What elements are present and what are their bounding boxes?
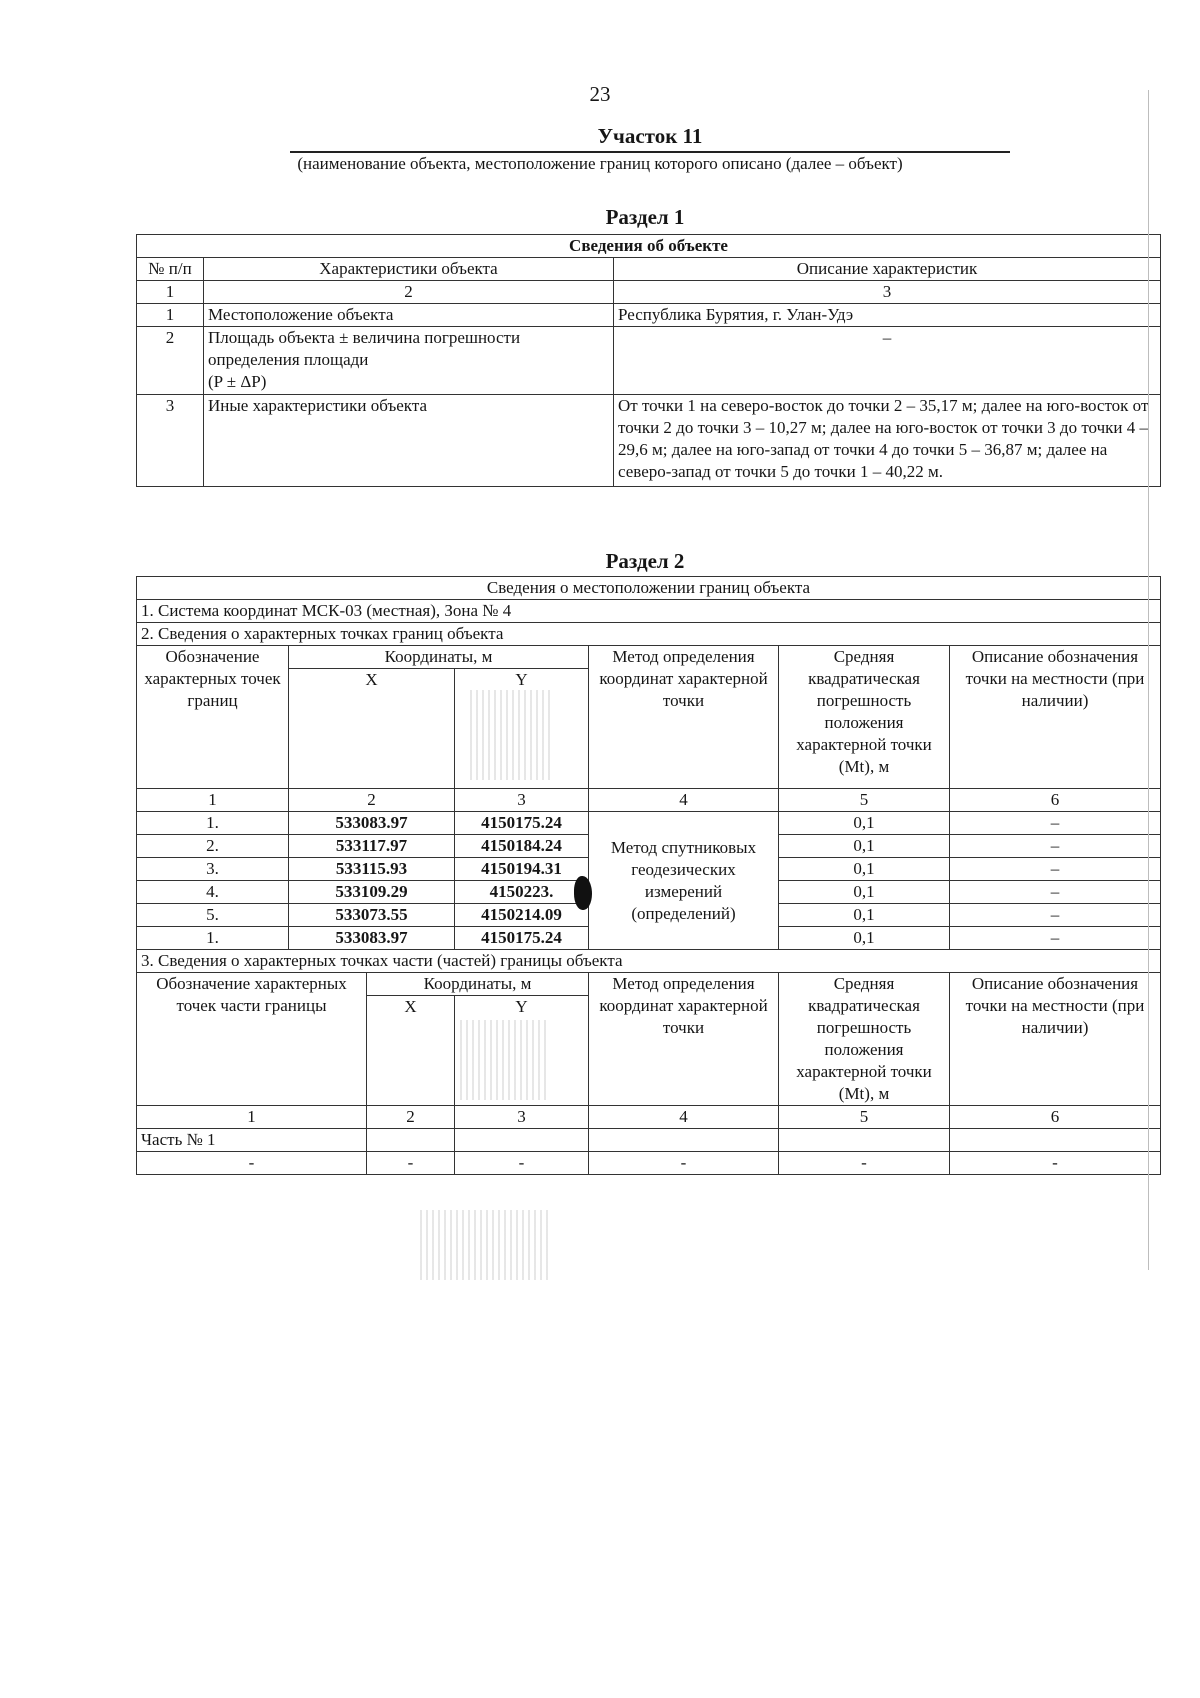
part-label: Часть № 1 bbox=[137, 1129, 367, 1152]
point-mt: 0,1 bbox=[779, 881, 950, 904]
table-row bbox=[137, 304, 1161, 327]
section2-caption: Сведения о местоположении границ объекта bbox=[137, 577, 1161, 600]
part-cell: - bbox=[589, 1152, 779, 1175]
point-desc: – bbox=[950, 835, 1161, 858]
col-number: 5 bbox=[779, 789, 950, 812]
parts-header-designation: Обозначение характерных точек части границы bbox=[137, 973, 367, 1106]
empty-cell bbox=[589, 1129, 779, 1152]
row-characteristic: Иные характеристики объекта bbox=[204, 395, 614, 487]
col-number: 2 bbox=[289, 789, 455, 812]
part-cell: - bbox=[779, 1152, 950, 1175]
parts-header-error: Средняя квадратическая погрешность положения характерной точки (Mt), м bbox=[779, 973, 950, 1106]
point-id: 5. bbox=[137, 904, 289, 927]
row-num: 2 bbox=[137, 327, 204, 395]
col-number: 4 bbox=[589, 789, 779, 812]
header-error: Средняя квадратическая погрешность положения характерной точки (Mt), м bbox=[779, 646, 950, 789]
header-x: X bbox=[289, 669, 455, 789]
empty-cell bbox=[455, 1129, 589, 1152]
section1-caption: Сведения об объекте bbox=[137, 235, 1161, 258]
boundary-points-table bbox=[136, 576, 1161, 1175]
point-mt: 0,1 bbox=[779, 812, 950, 835]
coordinate-system: 1. Система координат МСК-03 (местная), Зона № 4 bbox=[137, 600, 1161, 623]
point-y: 4150194.31 bbox=[455, 858, 589, 881]
row-num: 3 bbox=[137, 395, 204, 487]
empty-cell bbox=[779, 1129, 950, 1152]
point-id: 1. bbox=[137, 927, 289, 950]
header-characteristic: Характеристики объекта bbox=[204, 258, 614, 281]
part-cell: - bbox=[367, 1152, 455, 1175]
table-row bbox=[137, 1152, 1161, 1175]
point-desc: – bbox=[950, 881, 1161, 904]
table-row bbox=[137, 395, 1161, 487]
object-title: Участок 11 bbox=[597, 124, 703, 148]
points-caption: 2. Сведения о характерных точках границ объекта bbox=[137, 623, 1161, 646]
parts-header-method: Метод определения координат характерной точки bbox=[589, 973, 779, 1106]
point-mt: 0,1 bbox=[779, 858, 950, 881]
scan-noise bbox=[420, 1210, 550, 1280]
header-description: Описание характеристик bbox=[614, 258, 1161, 281]
point-x: 533073.55 bbox=[289, 904, 455, 927]
parts-header-coordinates: Координаты, м bbox=[367, 973, 589, 996]
point-y: 4150175.24 bbox=[455, 927, 589, 950]
row-value: Республика Бурятия, г. Улан-Удэ bbox=[614, 304, 1161, 327]
point-id: 2. bbox=[137, 835, 289, 858]
parts-header-y: Y bbox=[455, 996, 589, 1106]
header-method: Метод определения координат характерной точки bbox=[589, 646, 779, 789]
point-x: 533083.97 bbox=[289, 812, 455, 835]
point-desc: – bbox=[950, 858, 1161, 881]
section2-heading: Раздел 2 bbox=[605, 549, 685, 573]
point-x: 533117.97 bbox=[289, 835, 455, 858]
method-value: Метод спутниковых геодезических измерений (определений) bbox=[589, 812, 779, 950]
col-number: 3 bbox=[614, 281, 1161, 304]
col-number: 1 bbox=[137, 281, 204, 304]
part-cell: - bbox=[137, 1152, 367, 1175]
section1-heading: Раздел 1 bbox=[605, 205, 685, 229]
parts-header-x: X bbox=[367, 996, 455, 1106]
part-cell: - bbox=[455, 1152, 589, 1175]
col-number: 3 bbox=[455, 789, 589, 812]
point-x: 533109.29 bbox=[289, 881, 455, 904]
point-desc: – bbox=[950, 927, 1161, 950]
scan-edge-line bbox=[1148, 90, 1149, 1270]
table-row bbox=[137, 327, 1161, 395]
point-y: 4150223. bbox=[455, 881, 589, 904]
point-id: 3. bbox=[137, 858, 289, 881]
object-info-table bbox=[136, 234, 1161, 487]
table-row bbox=[137, 812, 1161, 835]
point-id: 1. bbox=[137, 812, 289, 835]
row-value: – bbox=[614, 327, 1161, 395]
point-x: 533083.97 bbox=[289, 927, 455, 950]
row-characteristic bbox=[204, 327, 614, 395]
point-mt: 0,1 bbox=[779, 835, 950, 858]
col-number: 2 bbox=[367, 1106, 455, 1129]
empty-cell bbox=[367, 1129, 455, 1152]
header-point-description: Описание обозначения точки на местности (при наличии) bbox=[950, 646, 1161, 789]
area-formula: (P ± ΔP) bbox=[208, 372, 267, 391]
col-number: 6 bbox=[950, 789, 1161, 812]
header-num: № п/п bbox=[137, 258, 204, 281]
header-y: Y bbox=[455, 669, 589, 789]
header-coordinates: Координаты, м bbox=[289, 646, 589, 669]
area-label: Площадь объекта ± величина погрешности определения площади bbox=[208, 328, 521, 369]
col-number: 2 bbox=[204, 281, 614, 304]
object-title-caption: (наименование объекта, местоположение границ которого описано (далее – объект) bbox=[297, 154, 903, 173]
row-characteristic: Местоположение объекта bbox=[204, 304, 614, 327]
ink-blot bbox=[574, 876, 592, 910]
header-designation: Обозначение характерных точек границ bbox=[137, 646, 289, 789]
scan-noise bbox=[460, 1020, 550, 1100]
parts-caption: 3. Сведения о характерных точках части (частей) границы объекта bbox=[137, 950, 1161, 973]
part-cell: - bbox=[950, 1152, 1161, 1175]
col-number: 3 bbox=[455, 1106, 589, 1129]
point-desc: – bbox=[950, 904, 1161, 927]
row-num: 1 bbox=[137, 304, 204, 327]
point-y: 4150214.09 bbox=[455, 904, 589, 927]
page-number: 23 bbox=[589, 82, 611, 106]
point-mt: 0,1 bbox=[779, 927, 950, 950]
col-number: 4 bbox=[589, 1106, 779, 1129]
col-number: 1 bbox=[137, 1106, 367, 1129]
point-mt: 0,1 bbox=[779, 904, 950, 927]
point-y: 4150175.24 bbox=[455, 812, 589, 835]
point-id: 4. bbox=[137, 881, 289, 904]
empty-cell bbox=[950, 1129, 1161, 1152]
point-x: 533115.93 bbox=[289, 858, 455, 881]
col-number: 1 bbox=[137, 789, 289, 812]
row-value: От точки 1 на северо-восток до точки 2 – 35,17 м; далее на юго-восток от точки 2 до точки 3 – 10,27 м; далее на юго-восток от точки 3 до точки 4 – 29,6 м; далее на юго-запад от точки 4 до точки 5 – 36,87 м; далее на северо-запад от точки 5 до точки 1 – 40,22 м. bbox=[614, 395, 1161, 487]
col-number: 5 bbox=[779, 1106, 950, 1129]
parts-header-point-description: Описание обозначения точки на местности (при наличии) bbox=[950, 973, 1161, 1106]
point-desc: – bbox=[950, 812, 1161, 835]
scan-noise bbox=[470, 690, 550, 780]
point-y: 4150184.24 bbox=[455, 835, 589, 858]
title-underline bbox=[290, 151, 1010, 153]
col-number: 6 bbox=[950, 1106, 1161, 1129]
